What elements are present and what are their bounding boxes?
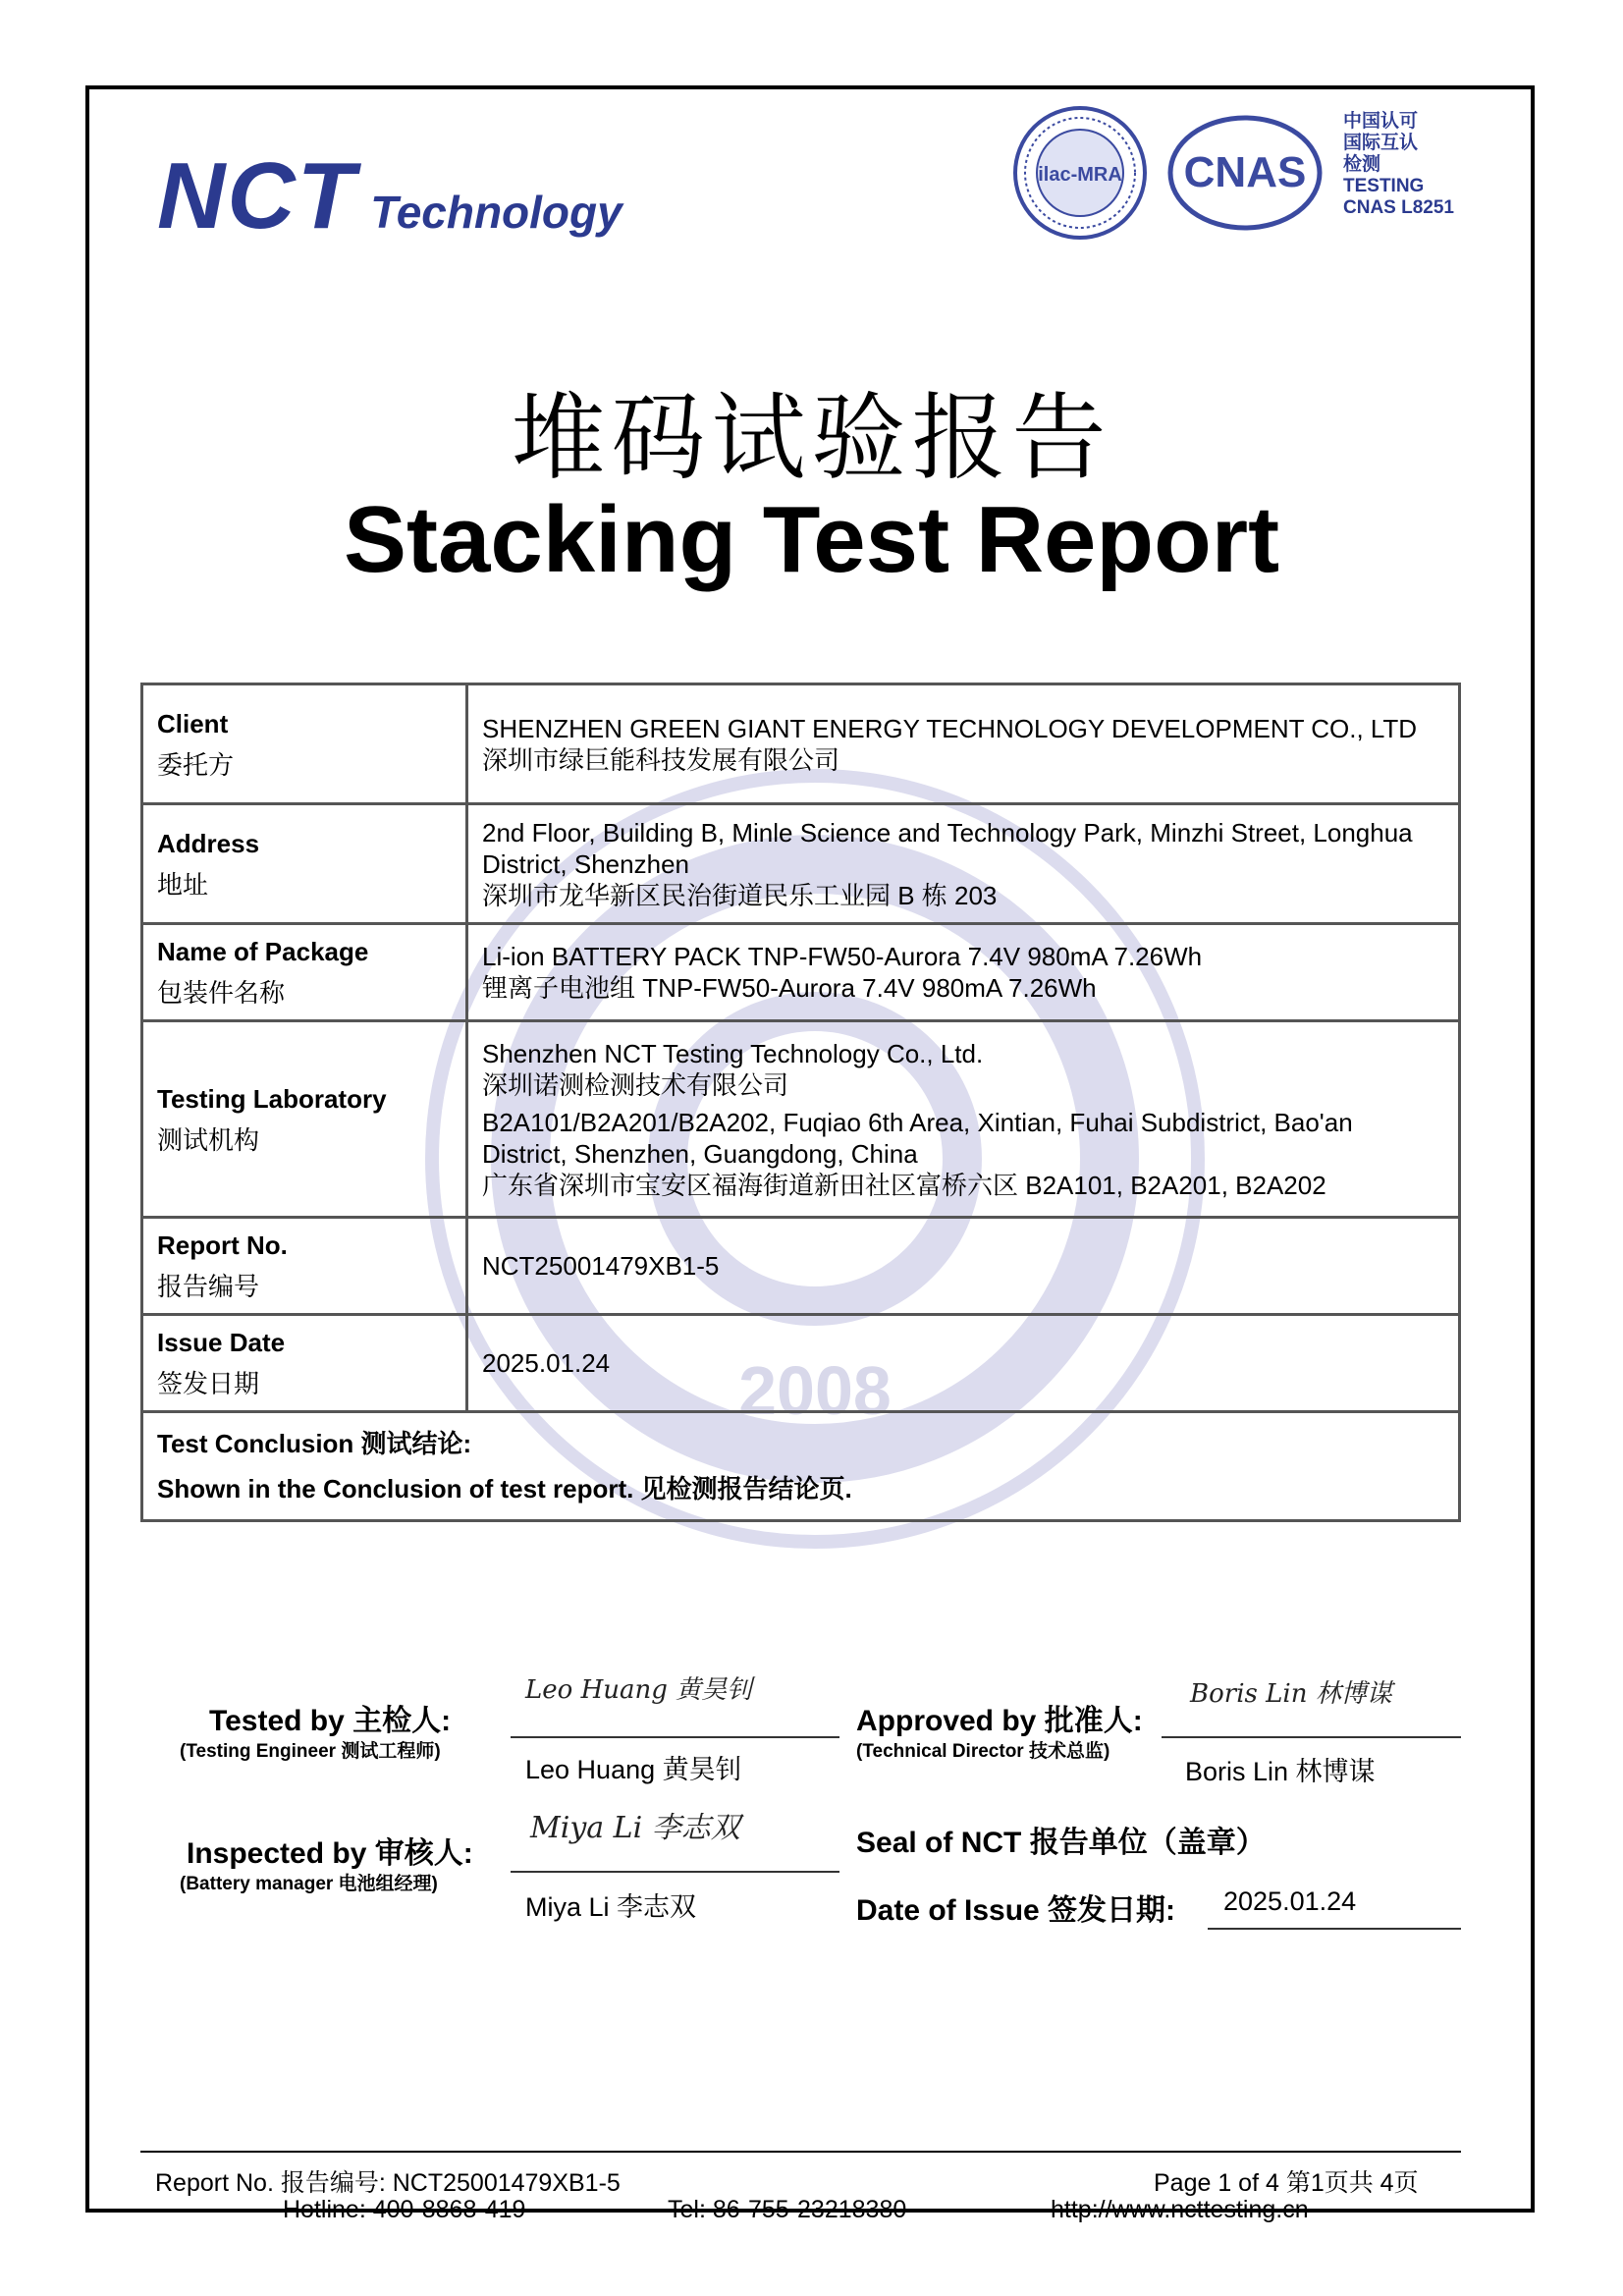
value-cn: 锂离子电池组 TNP-FW50-Aurora 7.4V 980mA 7.26Wh	[482, 973, 1097, 1003]
approved-by-name: Boris Lin 林博谋	[1185, 1757, 1376, 1786]
watermark-year: 2008	[738, 1352, 892, 1429]
tested-signature-line	[511, 1736, 839, 1738]
title-chinese: 堆码试验报告	[511, 383, 1112, 493]
value-issue-date: 2025.01.24	[467, 1315, 1460, 1412]
value-address	[467, 804, 1460, 924]
label-cn: 报告编号	[157, 1272, 260, 1301]
cnas-seal	[1166, 114, 1324, 232]
footer-tel: Tel: 86-755-23218380	[668, 2196, 907, 2223]
approved-by-role: (Technical Director 技术总监)	[856, 1741, 1110, 1762]
row-package	[142, 924, 1460, 1021]
row-issue-date	[142, 1315, 1460, 1412]
inspected-by-role: (Battery manager 电池组经理)	[180, 1874, 438, 1894]
lab-name-cn: 深圳诺测检测技术有限公司	[482, 1069, 789, 1100]
footer-divider	[140, 2151, 1461, 2153]
label-en: Address	[157, 828, 260, 858]
value-en: 2nd Floor, Building B, Minle Science and Technology Park, Minzhi Street, Longhua District, Shenzhen	[482, 817, 1413, 879]
conclusion-text: Shown in the Conclusion of test report. 见检测报告结论页.	[157, 1474, 852, 1503]
footer-hotline: Hotline: 400-8868-419	[283, 2196, 526, 2223]
label-cn: 测试机构	[157, 1124, 260, 1155]
label-cn: 委托方	[157, 749, 235, 780]
lab-name-en: Shenzhen NCT Testing Technology Co., Ltd.	[482, 1038, 984, 1068]
cnas-logo-text: CNAS	[1183, 148, 1307, 196]
label-en: Report No.	[157, 1230, 288, 1260]
nct-logo	[157, 142, 622, 250]
label-client	[142, 684, 467, 804]
report-info-table	[140, 683, 1461, 1522]
value-lab	[467, 1021, 1460, 1218]
ilac-mra-seal	[1011, 104, 1149, 242]
inspected-by-name: Miya Li 李志双	[525, 1892, 697, 1922]
logo-sub: Technology	[370, 187, 622, 238]
cnas-line: TESTING	[1343, 176, 1425, 196]
cnas-line: 国际互认	[1343, 133, 1419, 153]
label-cn: 地址	[157, 869, 209, 900]
cnas-accreditation-text	[1343, 111, 1454, 219]
label-en: Issue Date	[157, 1328, 286, 1357]
value-report-no: NCT25001479XB1-5	[467, 1218, 1460, 1315]
row-address	[142, 804, 1460, 924]
footer-website-link[interactable]: http://www.ncttesting.cn	[1051, 2196, 1309, 2223]
approved-signature-line	[1162, 1736, 1461, 1738]
cnas-line: 检测	[1343, 154, 1381, 175]
approved-by-signature: Boris Lin 林博谋	[1190, 1679, 1392, 1709]
footer-page-number: Page 1 of 4 第1页共 4页	[1154, 2169, 1419, 2197]
row-conclusion	[142, 1412, 1460, 1521]
inspected-signature-line	[511, 1871, 839, 1873]
tested-by-role: (Testing Engineer 测试工程师)	[180, 1741, 441, 1762]
row-client	[142, 684, 1460, 804]
label-report-no	[142, 1218, 467, 1315]
value-package	[467, 924, 1460, 1021]
date-of-issue-label: Date of Issue 签发日期:	[856, 1894, 1176, 1927]
label-package	[142, 924, 467, 1021]
logo-main: NCT	[157, 143, 357, 248]
label-address	[142, 804, 467, 924]
value-client	[467, 684, 1460, 804]
lab-address-cn: 广东省深圳市宝安区福海街道新田社区富桥六区 B2A101, B2A201, B2A202	[482, 1170, 1326, 1200]
label-cn: 签发日期	[157, 1369, 260, 1398]
cnas-line: 中国认可	[1343, 111, 1419, 132]
value-cn: 深圳市龙华新区民治街道民乐工业园 B 栋 203	[482, 880, 998, 910]
ilac-text: ilac-MRA	[1038, 164, 1122, 186]
row-lab	[142, 1021, 1460, 1218]
tested-by-name: Leo Huang 黄昊钊	[525, 1755, 742, 1784]
lab-address-en: B2A101/B2A201/B2A202, Fuqiao 6th Area, Xintian, Fuhai Subdistrict, Bao'an District, Shenzhen, Guangdong, China	[482, 1107, 1353, 1169]
inspected-by-label: Inspected by 审核人:	[187, 1837, 473, 1870]
label-cn: 包装件名称	[157, 978, 286, 1008]
approved-by-label: Approved by 批准人:	[856, 1705, 1143, 1737]
row-report-no	[142, 1218, 1460, 1315]
conclusion-title: Test Conclusion 测试结论:	[157, 1429, 472, 1458]
inspected-by-signature: Miya Li 李志双	[530, 1811, 740, 1845]
label-en: Client	[157, 708, 229, 738]
label-en: Name of Package	[157, 937, 369, 966]
title-english: Stacking Test Report	[343, 487, 1280, 592]
value-cn: 深圳市绿巨能科技发展有限公司	[482, 744, 840, 775]
date-line	[1208, 1928, 1461, 1930]
conclusion-cell	[142, 1412, 1460, 1521]
tested-by-signature: Leo Huang 黄昊钊	[525, 1675, 753, 1705]
footer-report-no: Report No. 报告编号: NCT25001479XB1-5	[155, 2169, 621, 2197]
date-of-issue-value: 2025.01.24	[1223, 1886, 1357, 1916]
label-lab	[142, 1021, 467, 1218]
tested-by-label: Tested by 主检人:	[209, 1705, 452, 1737]
cnas-line: CNAS L8251	[1343, 197, 1454, 218]
seal-label: Seal of NCT 报告单位（盖章）	[856, 1827, 1266, 1859]
label-issue-date	[142, 1315, 467, 1412]
value-en: Li-ion BATTERY PACK TNP-FW50-Aurora 7.4V 980mA 7.26Wh	[482, 942, 1203, 971]
value-en: SHENZHEN GREEN GIANT ENERGY TECHNOLOGY DEVELOPMENT CO., LTD	[482, 713, 1418, 743]
label-en: Testing Laboratory	[157, 1083, 387, 1114]
